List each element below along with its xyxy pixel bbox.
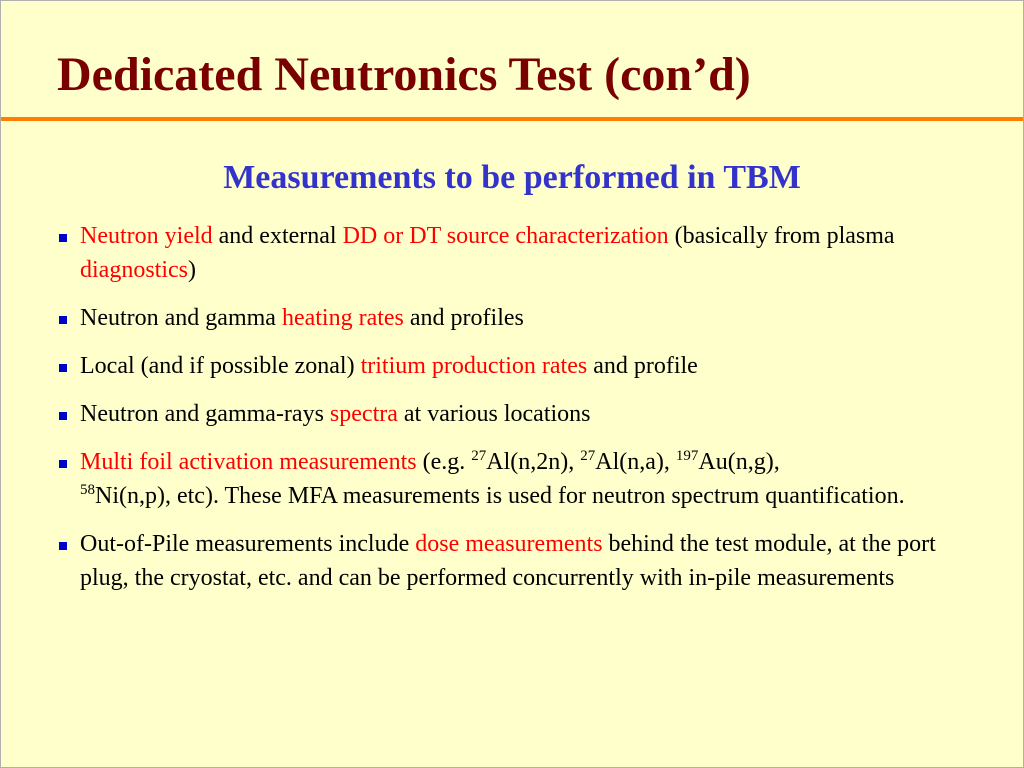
blue-square-icon bbox=[59, 542, 67, 550]
bullet-text: behind the test module, at the port plug, the cryostat, etc. and can be performed concurrently with in-pile measurements bbox=[80, 531, 936, 591]
bullet-text: Al(n,a), bbox=[595, 449, 676, 475]
bullet-text: and external bbox=[212, 223, 343, 249]
bullet-text: Al(n,2n), bbox=[486, 449, 581, 475]
bullet-text: Au(n,g), bbox=[698, 449, 780, 475]
blue-square-icon bbox=[59, 412, 67, 420]
bullet-text: at various locations bbox=[397, 401, 591, 427]
bullet-item bbox=[57, 301, 977, 335]
bullet-text: Local (and if possible zonal) bbox=[80, 353, 361, 379]
bullet-item bbox=[57, 527, 977, 595]
slide-title: Dedicated Neutronics Test (con’d) bbox=[57, 48, 751, 101]
bullet-text: Out-of-Pile measurements include bbox=[80, 531, 416, 557]
bullet-item bbox=[57, 219, 977, 287]
bullet-text: and profiles bbox=[403, 305, 524, 331]
bullet-item bbox=[57, 397, 977, 431]
blue-square-icon bbox=[59, 460, 67, 468]
isotope-mass-number: 197 bbox=[675, 448, 699, 464]
highlight-text: diagnostics bbox=[80, 257, 188, 283]
highlight-text: DD or DT source characterization bbox=[342, 223, 669, 249]
highlight-text: heating rates bbox=[281, 305, 404, 331]
bullet-text: (e.g. bbox=[416, 449, 472, 475]
isotope-mass-number: 27 bbox=[580, 448, 596, 464]
highlight-text: Multi foil activation measurements bbox=[80, 449, 417, 475]
bullet-item bbox=[57, 349, 977, 383]
highlight-text: dose measurements bbox=[415, 531, 603, 557]
highlight-text: spectra bbox=[329, 401, 398, 427]
bullet-text: Neutron and gamma-rays bbox=[80, 401, 330, 427]
bullet-list bbox=[57, 219, 977, 609]
bullet-text: and profile bbox=[587, 353, 698, 379]
bullet-text: Ni(n,p), etc). These MFA measurements is used for neutron spectrum quantification. bbox=[95, 483, 905, 509]
bullet-text: Neutron and gamma bbox=[80, 305, 282, 331]
highlight-text: Neutron yield bbox=[80, 223, 213, 249]
bullet-text: ) bbox=[188, 257, 196, 283]
bullet-text: (basically from plasma bbox=[668, 223, 895, 249]
isotope-mass-number: 27 bbox=[471, 448, 487, 464]
blue-square-icon bbox=[59, 316, 67, 324]
isotope-mass-number: 58 bbox=[80, 482, 95, 498]
slide-subtitle: Measurements to be performed in TBM bbox=[223, 159, 801, 196]
bullet-item bbox=[57, 445, 977, 513]
title-divider bbox=[1, 117, 1023, 121]
highlight-text: tritium production rates bbox=[360, 353, 588, 379]
blue-square-icon bbox=[59, 234, 67, 242]
blue-square-icon bbox=[59, 364, 67, 372]
